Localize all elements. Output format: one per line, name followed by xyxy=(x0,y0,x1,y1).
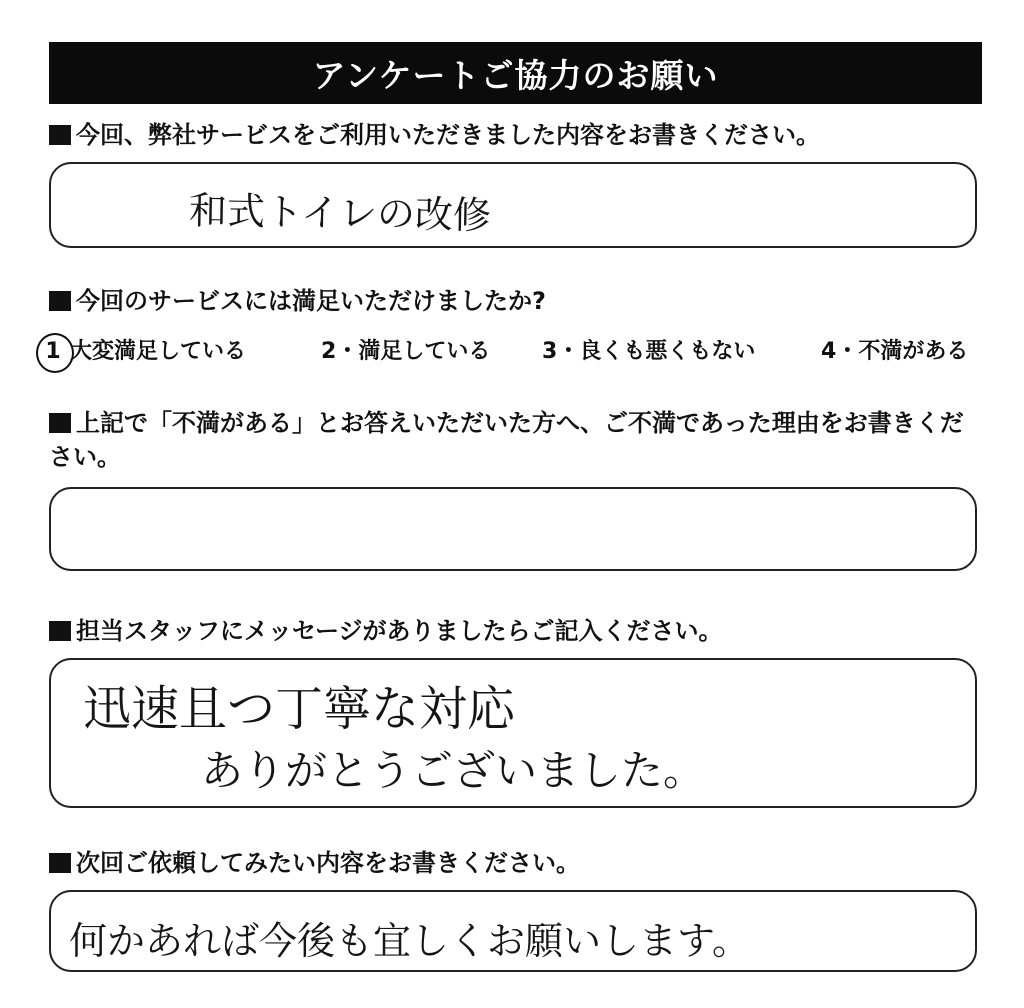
answer-box-service-content[interactable] xyxy=(49,162,977,248)
square-bullet-icon xyxy=(49,125,71,145)
square-bullet-icon xyxy=(49,413,71,433)
option-very-satisfied[interactable]: 1 大変満足している xyxy=(45,339,247,364)
option-neutral[interactable]: 3・良くも悪くもない xyxy=(542,339,756,364)
question-dissatisfaction-reason xyxy=(49,406,979,474)
question-text: 次回ご依頼してみたい内容をお書きください。 xyxy=(76,849,580,877)
answer-box-staff-message[interactable] xyxy=(49,658,977,808)
option-satisfied[interactable]: 2・満足している xyxy=(321,339,491,364)
question-text: 上記で「不満がある」とお答えいただいた方へ、ご不満であった理由をお書きください。 xyxy=(49,409,964,471)
satisfaction-options xyxy=(36,332,986,368)
handwritten-answer-line-1: 迅速且つ丁寧な対応 xyxy=(83,681,516,737)
question-text: 今回、弊社サービスをご利用いただきました内容をお書きください。 xyxy=(76,121,820,149)
square-bullet-icon xyxy=(49,621,71,641)
handwritten-answer: 何かあれば今後も宜しくお願いします。 xyxy=(69,919,750,963)
square-bullet-icon xyxy=(49,291,71,311)
question-text: 今回のサービスには満足いただけましたか? xyxy=(76,287,546,315)
answer-box-next-request[interactable] xyxy=(49,890,977,972)
option-dissatisfied[interactable]: 4・不満がある xyxy=(821,339,969,364)
handwritten-answer: 和式トイレの改修 xyxy=(188,188,492,238)
question-satisfaction xyxy=(49,284,546,318)
survey-title: アンケートご協力のお願い xyxy=(49,42,982,104)
question-text: 担当スタッフにメッセージがありましたらご記入ください。 xyxy=(76,617,723,645)
question-staff-message xyxy=(49,614,723,648)
question-service-content xyxy=(49,118,820,152)
question-next-request xyxy=(49,846,580,880)
handwritten-answer-line-2: ありがとうございました。 xyxy=(201,746,706,795)
answer-box-dissatisfaction-reason[interactable] xyxy=(49,487,977,571)
square-bullet-icon xyxy=(49,853,71,873)
